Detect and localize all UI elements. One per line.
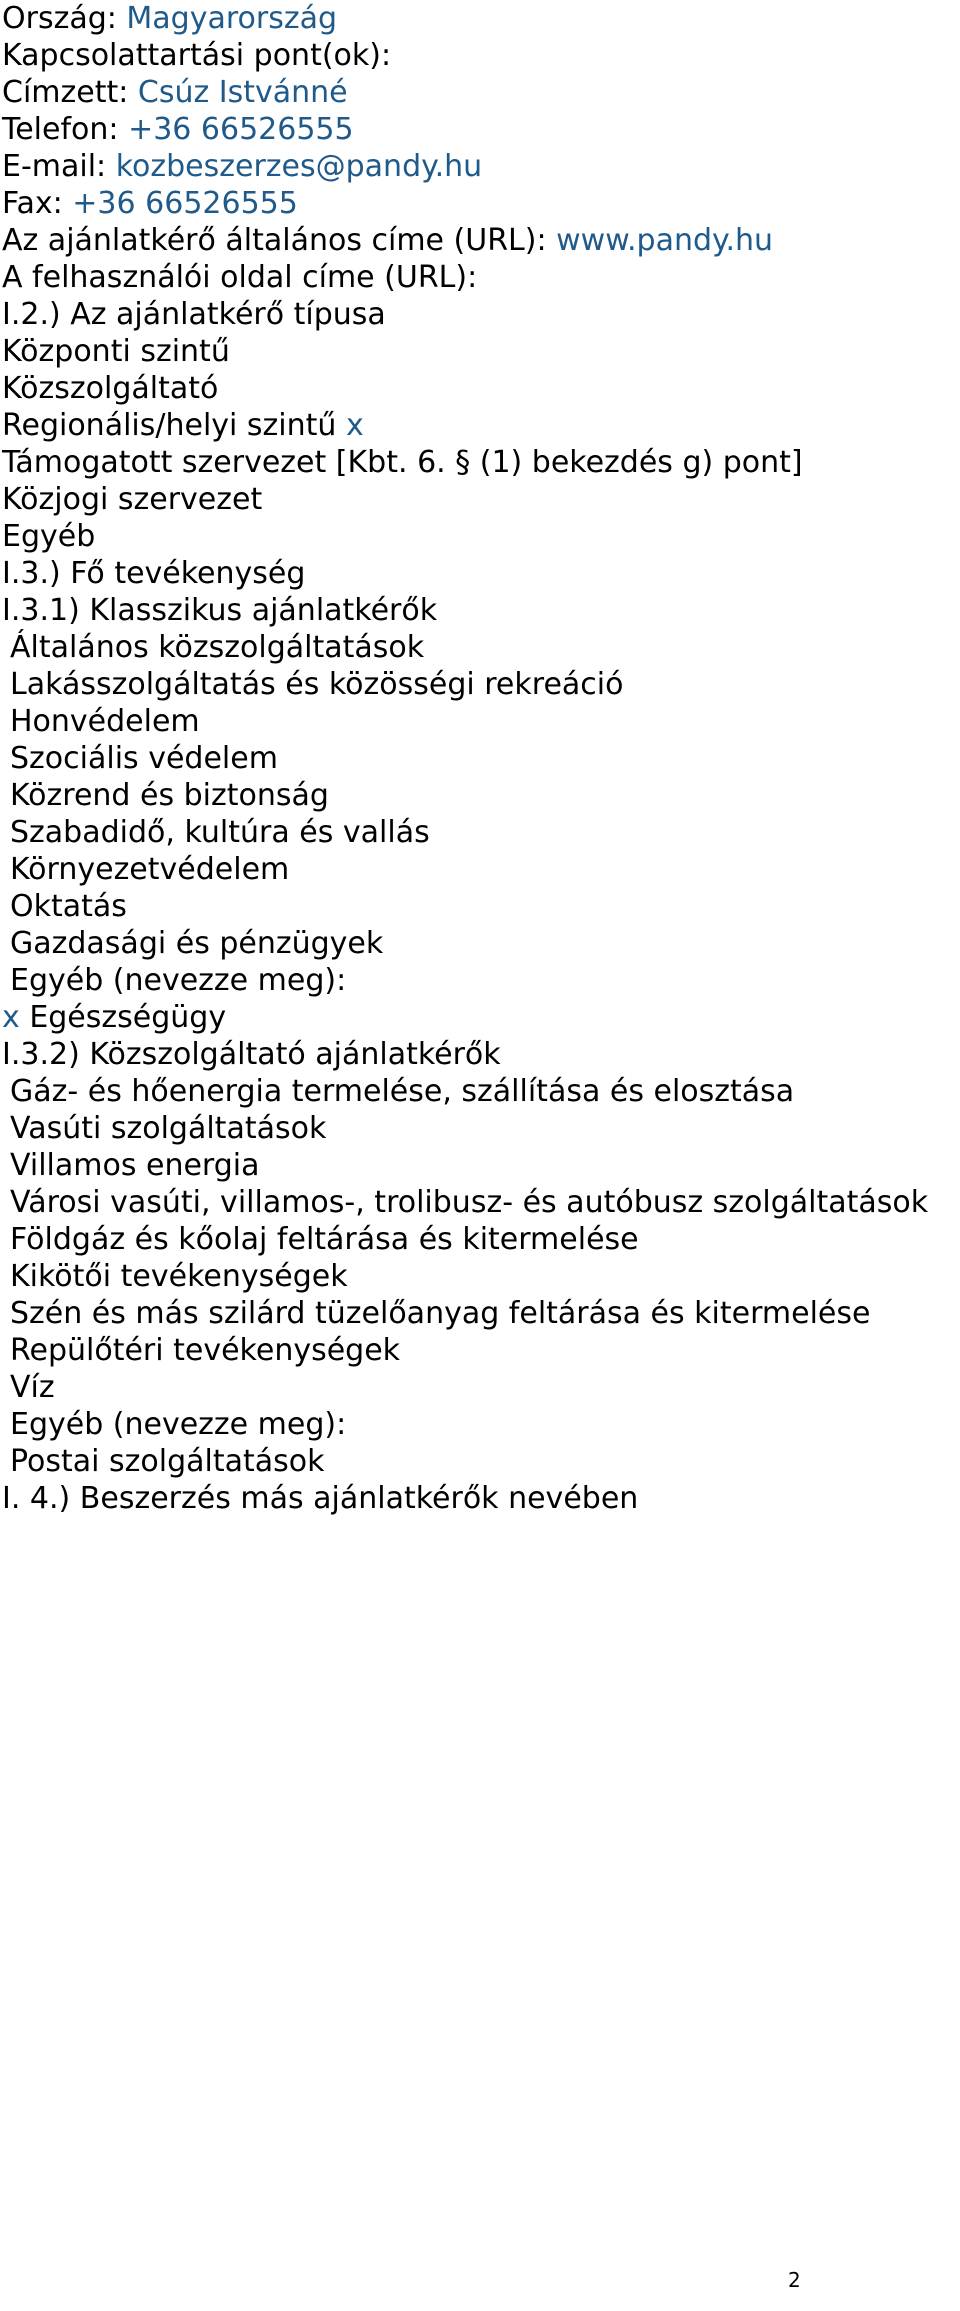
fax-line xyxy=(2,185,960,223)
fax-value: +36 66526555 xyxy=(72,186,298,221)
general-url-line xyxy=(2,222,960,260)
type-option: Támogatott szervezet [Kbt. 6. § (1) bekezdés g) pont] xyxy=(2,445,803,480)
general-url-link[interactable]: www.pandy.hu xyxy=(556,223,774,258)
type-option: Közszolgáltató xyxy=(2,371,219,406)
activity-item-selected xyxy=(2,999,960,1037)
utility-item: Kikötői tevékenységek xyxy=(10,1259,348,1294)
email-link[interactable]: kozbeszerzes@pandy.hu xyxy=(115,149,483,184)
utility-item: Szén és más szilárd tüzelőanyag feltárása és kitermelése xyxy=(10,1296,871,1331)
type-option: Közjogi szervezet xyxy=(2,482,263,517)
activity-item: Oktatás xyxy=(10,889,127,924)
recipient-value: Csúz Istvánné xyxy=(137,75,348,110)
classic-heading: I.3.1) Klasszikus ajánlatkérők xyxy=(2,593,438,628)
email-line xyxy=(2,148,960,186)
utility-heading: I.3.2) Közszolgáltató ajánlatkérők xyxy=(2,1037,501,1072)
type-option: Központi szintű xyxy=(2,334,230,369)
buyer-profile-label: A felhasználói oldal címe (URL): xyxy=(2,260,478,295)
email-label: E-mail: xyxy=(2,149,107,184)
country-line xyxy=(2,0,960,38)
type-option: Egyéb xyxy=(2,519,96,554)
utility-item: Gáz- és hőenergia termelése, szállítása és elosztása xyxy=(10,1074,795,1109)
activity-item: Általános közszolgáltatások xyxy=(10,630,425,665)
contact-points-label: Kapcsolattartási pont(ok): xyxy=(2,38,392,73)
general-url-label: Az ajánlatkérő általános címe (URL): xyxy=(2,223,547,258)
utility-item: Vasúti szolgáltatások xyxy=(10,1111,327,1146)
country-label: Ország: xyxy=(2,1,117,36)
activity-item: Szociális védelem xyxy=(10,741,278,776)
utility-item: Postai szolgáltatások xyxy=(10,1444,325,1479)
utility-item: Földgáz és kőolaj feltárása és kitermelése xyxy=(10,1222,639,1257)
utility-item: Villamos energia xyxy=(10,1148,260,1183)
type-option-selected xyxy=(2,407,960,445)
utility-item: Városi vasúti, villamos-, trolibusz- és autóbusz szolgáltatások xyxy=(10,1185,929,1220)
utility-item: Egyéb (nevezze meg): xyxy=(10,1407,347,1442)
selected-mark: x xyxy=(2,1000,20,1035)
main-activity-heading: I.3.) Fő tevékenység xyxy=(2,556,306,591)
country-value: Magyarország xyxy=(126,1,338,36)
activity-item: Szabadidő, kultúra és vallás xyxy=(10,815,430,850)
utility-item: Repülőtéri tevékenységek xyxy=(10,1333,401,1368)
type-option-label: Regionális/helyi szintű xyxy=(2,408,337,443)
activity-item: Egyéb (nevezze meg): xyxy=(10,963,347,998)
activity-item-label: Egészségügy xyxy=(29,1000,227,1035)
behalf-heading: I. 4.) Beszerzés más ajánlatkérők nevében xyxy=(2,1481,639,1516)
recipient-label: Címzett: xyxy=(2,75,129,110)
recipient-line xyxy=(2,74,960,112)
activity-item: Lakásszolgáltatás és közösségi rekreáció xyxy=(10,667,624,702)
activity-item: Környezetvédelem xyxy=(10,852,290,887)
selected-mark: x xyxy=(345,408,364,443)
phone-label: Telefon: xyxy=(2,112,119,147)
activity-item: Honvédelem xyxy=(10,704,200,739)
fax-label: Fax: xyxy=(2,186,63,221)
phone-line xyxy=(2,111,960,149)
activity-item: Közrend és biztonság xyxy=(10,778,329,813)
activity-item: Gazdasági és pénzügyek xyxy=(10,926,384,961)
utility-item: Víz xyxy=(10,1370,55,1405)
authority-type-heading: I.2.) Az ajánlatkérő típusa xyxy=(2,297,386,332)
phone-value: +36 66526555 xyxy=(128,112,354,147)
page-number: 2 xyxy=(788,2268,801,2292)
